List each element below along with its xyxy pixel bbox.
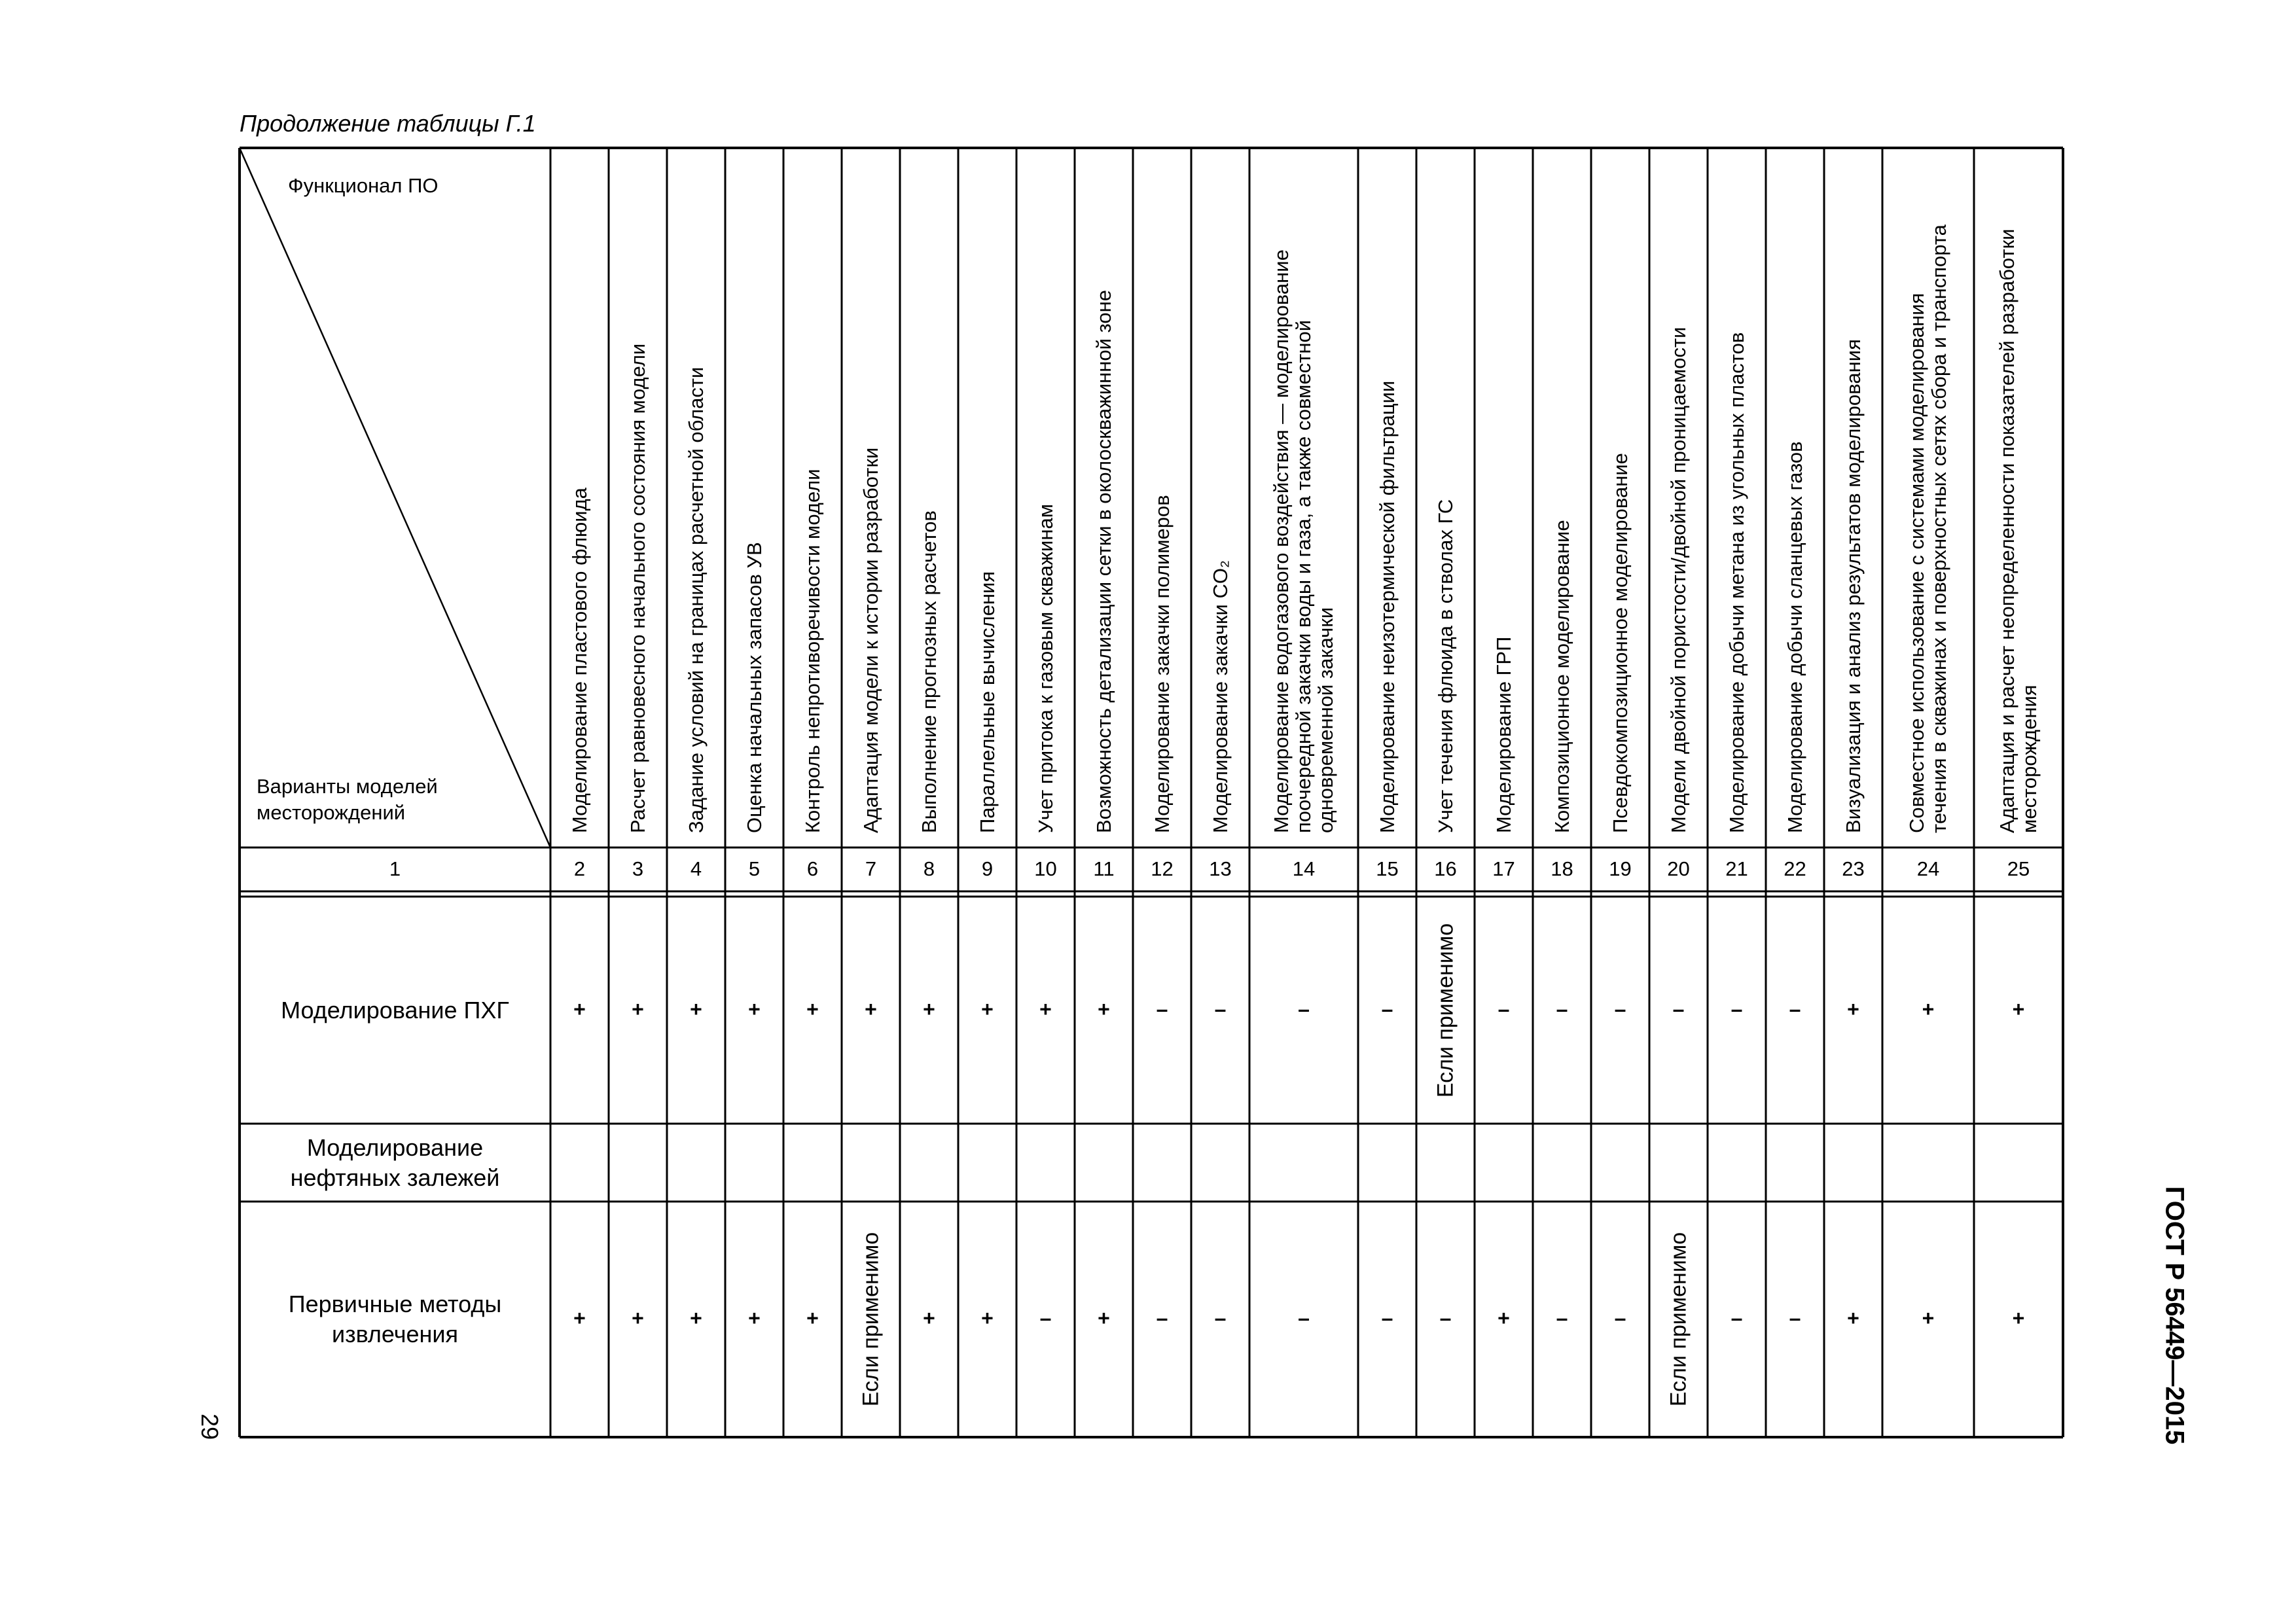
column-header-line: Композиционное моделирование [1550, 520, 1573, 833]
column-header-line: Оценка начальных запасов УВ [742, 542, 766, 833]
column-number: 24 [1916, 857, 1940, 880]
column-number: 9 [981, 857, 994, 880]
header-variants-line-2: месторождений [257, 801, 406, 824]
column-header-5 [725, 148, 783, 847]
cell-note [842, 1202, 900, 1437]
column-header-text [1609, 453, 1632, 833]
column-header-21 [1708, 148, 1766, 847]
cell-plus: + [1922, 1306, 1935, 1330]
row-label-line: нефтяных залежей [290, 1164, 500, 1191]
column-header-3 [609, 148, 667, 847]
column-header-line: Моделирование водогазового воздействия — моделирование [1270, 249, 1293, 833]
cell-plus: + [1039, 997, 1052, 1021]
cell-note [1649, 1202, 1708, 1437]
cell-note-text: Если применимо [858, 1232, 883, 1407]
column-header-line: Контроль непротиворечивости модели [800, 469, 824, 833]
column-header-line: Моделирование закачки CO₂ [1208, 560, 1232, 833]
cell-dash: – [1731, 997, 1743, 1021]
column-header-text [627, 344, 649, 833]
column-header-line: Визуализация и анализ результатов моделирования [1841, 339, 1865, 833]
column-header-line: Задание условий на границах расчетной области [684, 366, 708, 833]
column-header-15 [1358, 148, 1416, 847]
column-number: 23 [1842, 857, 1865, 880]
column-header-text [1668, 327, 1690, 833]
column-header-line: одновременной закачки [1314, 607, 1337, 833]
column-header-9 [958, 148, 1016, 847]
column-header-23 [1824, 148, 1882, 847]
column-header-line: Модели двойной пористости/двойной проницаемости [1666, 327, 1690, 833]
cell-note [1416, 897, 1475, 1124]
cell-dash: – [1214, 1306, 1227, 1330]
page-number [190, 1400, 229, 1453]
page-number-text: 29 [196, 1413, 223, 1440]
column-header-text [1093, 290, 1115, 833]
row-label [240, 1202, 550, 1437]
column-header-line: Адаптация и расчет неопределенности показателей разработки [1996, 228, 2018, 833]
column-number: 6 [806, 857, 819, 880]
column-header-10 [1016, 148, 1075, 847]
column-header-12 [1133, 148, 1191, 847]
column-header-22 [1766, 148, 1824, 847]
cell-plus: + [1847, 997, 1859, 1021]
cell-note-text: Если применимо [1666, 1232, 1691, 1407]
column-header-8 [900, 148, 958, 847]
column-number-1: 1 [389, 857, 401, 880]
cell-dash: – [1672, 997, 1685, 1021]
column-header-line: Моделирование закачки полимеров [1150, 495, 1174, 833]
cell-plus: + [923, 997, 935, 1021]
cell-plus: + [2012, 997, 2025, 1021]
row-label-line: извлечения [331, 1321, 458, 1347]
table-caption: Продолжение таблицы Г.1 [240, 110, 536, 137]
column-header-text [1376, 381, 1399, 833]
cell-plus: + [632, 1306, 644, 1330]
cell-plus: + [806, 997, 819, 1021]
cell-dash: – [1156, 1306, 1168, 1330]
column-header-line: месторождения [2018, 685, 2041, 833]
cell-plus: + [573, 997, 586, 1021]
column-header-text [977, 571, 999, 833]
column-number: 14 [1292, 857, 1316, 880]
cell-dash: – [1156, 997, 1168, 1021]
standard-text: ГОСТ Р 56449—2015 [2160, 1186, 2189, 1445]
column-number: 22 [1784, 857, 1806, 880]
cell-plus: + [923, 1306, 935, 1330]
column-header-line: Параллельные вычисления [975, 571, 999, 833]
column-header-line: Возможность детализации сетки в околоскважинной зоне [1092, 289, 1115, 833]
cell-plus: + [865, 997, 877, 1021]
column-header-14 [1249, 148, 1358, 847]
row-label-text [281, 995, 509, 1026]
cell-plus: + [806, 1306, 819, 1330]
cell-dash: – [1789, 997, 1801, 1021]
column-number: 10 [1034, 857, 1057, 880]
cell-dash: – [1298, 1306, 1310, 1330]
cell-dash: – [1556, 997, 1568, 1021]
header-variants-line-1: Варианты моделей [257, 775, 438, 798]
column-header-13 [1191, 148, 1249, 847]
column-number: 4 [690, 857, 702, 880]
column-header-7 [842, 148, 900, 847]
cell-plus: + [2012, 1306, 2025, 1330]
standard-designation [2142, 1165, 2207, 1466]
cell-plus: + [748, 1306, 761, 1330]
column-number: 7 [865, 857, 877, 880]
row-label-text [291, 1133, 500, 1193]
column-header-text [1551, 520, 1573, 833]
column-header-line: Моделирование пластового флюида [567, 488, 591, 833]
cell-dash: – [1039, 1306, 1052, 1330]
column-header-line: Учет течения флюида в стволах ГС [1433, 499, 1457, 833]
cell-dash: – [1614, 997, 1626, 1021]
column-number: 13 [1209, 857, 1232, 880]
header-functional-label: Функционал ПО [288, 174, 439, 197]
column-header-20 [1649, 148, 1708, 847]
column-header-text [1493, 637, 1515, 833]
column-header-18 [1533, 148, 1591, 847]
cell-plus: + [1098, 997, 1110, 1021]
cell-dash: – [1439, 1306, 1452, 1330]
column-number: 2 [573, 857, 586, 880]
cell-plus: + [1847, 1306, 1859, 1330]
column-number: 5 [748, 857, 761, 880]
cell-note-text: Если применимо [1433, 923, 1458, 1097]
row-label [240, 1124, 550, 1202]
column-header-text [918, 510, 941, 833]
header-variants-label [257, 774, 438, 826]
cell-dash: – [1556, 1306, 1568, 1330]
column-header-text [685, 367, 708, 833]
column-header-24 [1882, 148, 1974, 847]
column-header-text [1842, 339, 1865, 833]
column-header-text [1906, 224, 1950, 833]
cell-plus: + [1498, 1306, 1510, 1330]
cell-plus: + [981, 997, 994, 1021]
column-header-6 [783, 148, 842, 847]
column-header-line: Моделирование неизотермической фильтрации [1375, 380, 1399, 833]
column-header-line: Совместное использование с системами моделирования [1905, 293, 1928, 833]
column-header-text [744, 542, 766, 833]
cell-dash: – [1789, 1306, 1801, 1330]
cell-plus: + [573, 1306, 586, 1330]
cell-plus: + [981, 1306, 994, 1330]
column-number: 16 [1434, 857, 1457, 880]
cell-dash: – [1498, 997, 1510, 1021]
row-label-text [289, 1289, 501, 1349]
cell-dash: – [1298, 997, 1310, 1021]
column-header-line: Псевдокомпозиционное моделирование [1608, 453, 1632, 833]
column-number: 3 [632, 857, 644, 880]
column-header-19 [1591, 148, 1649, 847]
column-number: 17 [1492, 857, 1515, 880]
column-header-25 [1974, 148, 2063, 847]
cell-plus: + [690, 997, 702, 1021]
column-header-line: течения в скважинах и поверхностных сетях сбора и транспорта [1928, 224, 1950, 833]
cell-plus: + [1922, 997, 1935, 1021]
column-header-text [1035, 504, 1057, 833]
column-number: 19 [1609, 857, 1632, 880]
column-number: 20 [1667, 857, 1690, 880]
column-header-line: поочередной закачки воды и газа, а также совместной [1292, 319, 1315, 833]
column-header-text [1435, 499, 1457, 833]
column-header-11 [1075, 148, 1133, 847]
column-header-text [860, 448, 882, 833]
column-header-line: Учет притока к газовым скважинам [1033, 503, 1057, 833]
column-number: 21 [1725, 857, 1748, 880]
column-header-text [1996, 229, 2041, 834]
cell-dash: – [1381, 1306, 1393, 1330]
row-label-line: Моделирование [306, 1133, 484, 1161]
column-number: 18 [1551, 857, 1573, 880]
column-header-line: Расчет равновесного начального состояния модели [626, 343, 649, 833]
row-label-line: Первичные методы [288, 1291, 502, 1317]
column-number: 11 [1093, 857, 1115, 880]
cell-dash: – [1731, 1306, 1743, 1330]
column-header-text [1270, 249, 1337, 833]
column-number: 25 [2007, 857, 2030, 880]
column-number: 8 [923, 857, 935, 880]
column-header-line: Выполнение прогнозных расчетов [917, 510, 941, 833]
cell-dash: – [1614, 1306, 1626, 1330]
column-header-text [802, 469, 824, 833]
column-header-17 [1475, 148, 1533, 847]
cell-dash: – [1381, 997, 1393, 1021]
row-label [240, 897, 550, 1124]
column-header-text [1210, 560, 1232, 833]
column-header-2 [550, 148, 609, 847]
column-header-text [1726, 332, 1748, 833]
cell-plus: + [632, 997, 644, 1021]
column-header-line: Адаптация модели к истории разработки [859, 447, 882, 833]
column-header-text [1784, 441, 1806, 833]
cell-dash: – [1214, 997, 1227, 1021]
column-number: 12 [1151, 857, 1174, 880]
column-header-4 [667, 148, 725, 847]
column-header-line: Моделирование добычи метана из угольных пластов [1725, 332, 1748, 833]
cell-plus: + [748, 997, 761, 1021]
column-header-16 [1416, 148, 1475, 847]
column-number: 15 [1376, 857, 1399, 880]
column-header-line: Моделирование добычи сланцевых газов [1783, 441, 1806, 833]
column-header-text [1151, 495, 1174, 833]
column-header-text [569, 488, 591, 833]
row-label-line: Моделирование ПХГ [281, 996, 509, 1024]
column-header-line: Моделирование ГРП [1492, 636, 1515, 833]
cell-plus: + [1098, 1306, 1110, 1330]
cell-plus: + [690, 1306, 702, 1330]
